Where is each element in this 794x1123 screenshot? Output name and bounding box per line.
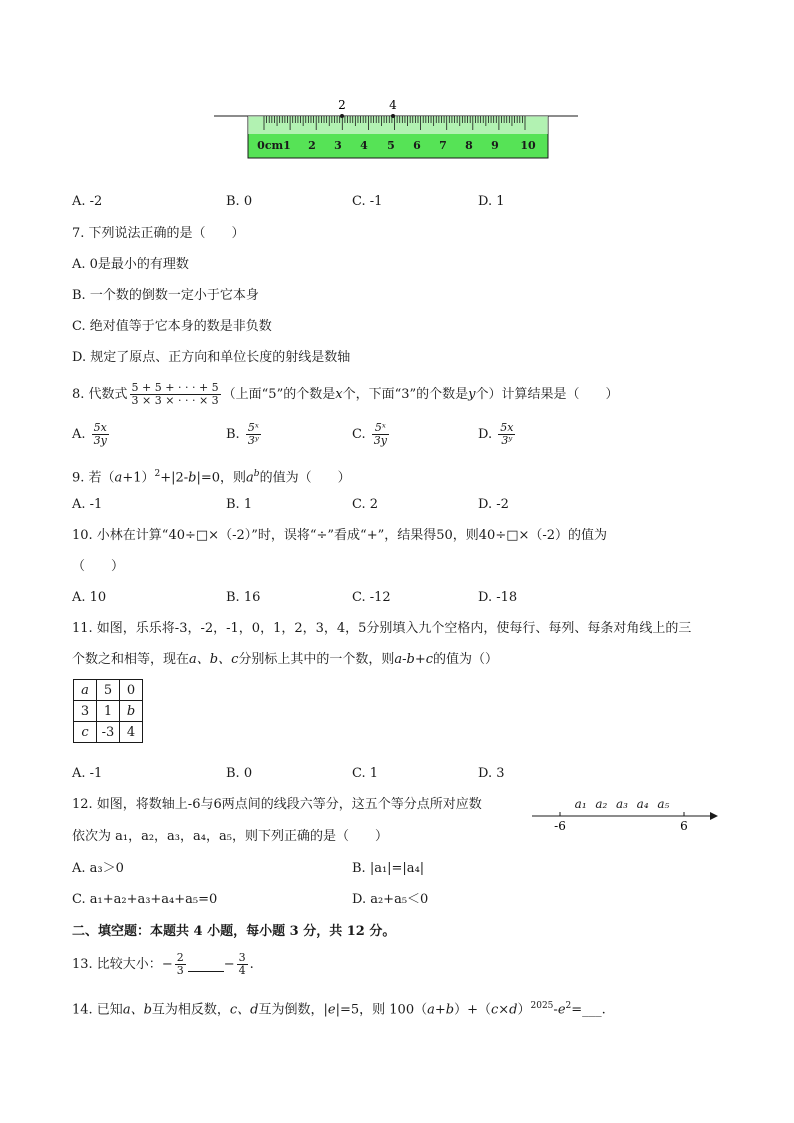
q11-text-e: 的值为（）	[433, 652, 499, 667]
q8-option-a-num: 5x	[92, 422, 109, 435]
ruler-label: 4	[360, 139, 368, 152]
magic-square-row	[74, 680, 143, 701]
q9-var-a2: a	[246, 470, 254, 486]
axis-point-label: a₁	[574, 797, 587, 811]
ruler-label: 0cm1	[257, 139, 291, 152]
q14-var-e: e	[327, 1002, 336, 1018]
q8-var-y: y	[468, 387, 476, 402]
q10-option-a[interactable]: A. 10	[72, 590, 107, 605]
ruler-label: 3	[334, 139, 342, 152]
magic-cell: -3	[97, 722, 120, 743]
q13-frac1-num: 2	[176, 951, 184, 964]
ruler-label: 9	[491, 139, 499, 152]
q11-option-b[interactable]: B. 0	[226, 766, 253, 781]
q13-blank[interactable]	[188, 957, 224, 972]
q9-text-b: +1）	[122, 470, 155, 486]
q11-text-a: 个数之和相等，现在	[72, 652, 190, 667]
q6-option-c[interactable]: C. -1	[352, 194, 383, 209]
q9-text-a: 9. 若（	[72, 470, 115, 486]
q12-option-c[interactable]: C. a₁+a₂+a₃+a₄+a₅=0	[72, 892, 218, 907]
q9-var-b: b	[188, 470, 197, 486]
q9-stem	[72, 465, 351, 487]
q9-option-c[interactable]: C. 2	[352, 497, 379, 512]
q8-option-d[interactable]	[478, 420, 517, 450]
magic-cell: 0	[120, 680, 143, 701]
q13-frac2-num: 3	[238, 951, 246, 964]
q14-stem	[72, 997, 606, 1019]
axis-point-label: a₅	[657, 797, 670, 811]
q8-stem	[72, 380, 619, 410]
q8-option-a[interactable]	[72, 420, 111, 450]
ruler-label: 8	[465, 139, 473, 152]
q14-vars-ab: a、b	[122, 1002, 152, 1018]
ruler-point-4	[391, 114, 395, 118]
axis-label-left: -6	[554, 819, 566, 833]
q12-option-a[interactable]: A. a₃＞0	[72, 861, 124, 876]
q8-option-d-letter: D.	[478, 427, 493, 442]
q14-var-e2: e	[557, 1002, 566, 1018]
q10-option-d[interactable]: D. -18	[478, 590, 518, 605]
ruler-label: 6	[413, 139, 421, 152]
q14-text-n[interactable]: =___.	[571, 1002, 606, 1018]
q8-option-c-letter: C.	[352, 427, 366, 442]
q10-option-b[interactable]: B. 16	[226, 590, 261, 605]
q10-stem-line2: （ ）	[72, 559, 125, 574]
magic-square	[73, 679, 143, 743]
magic-cell: 3	[74, 701, 97, 722]
magic-cell: 5	[97, 680, 120, 701]
q8-option-a-den: 3y	[93, 434, 107, 447]
q11-stem-line2	[72, 651, 498, 669]
q12-option-d[interactable]: D. a₂+a₅＜0	[352, 892, 429, 907]
q9-text-c: +|2-	[160, 470, 189, 486]
q8-fraction-den: 3 × 3 × · · · × 3	[131, 394, 219, 407]
ruler-figure	[210, 94, 582, 164]
q14-text-l: -	[553, 1002, 558, 1018]
magic-cell: a	[74, 680, 97, 701]
axis-point-label: a₂	[595, 797, 608, 811]
q8-option-d-num: 5x	[500, 421, 514, 434]
q14-text-k: ）	[517, 1002, 531, 1018]
ruler-point-2	[340, 114, 344, 118]
q13-frac2-den: 4	[238, 964, 246, 977]
q11-option-d[interactable]: D. 3	[478, 766, 505, 781]
q14-exp-2025: 2025	[530, 1001, 554, 1011]
q13-prefix: 13. 比较大小：	[72, 957, 162, 972]
q14-text-g: |=5，则 100（	[335, 1002, 428, 1018]
q11-text-c: 分别标上其中的一个数，则	[238, 652, 395, 667]
q7-option-a[interactable]: A. 0是最小的有理数	[72, 257, 189, 272]
q7-option-c[interactable]: C. 绝对值等于它本身的数是非负数	[72, 319, 272, 334]
q9-var-a: a	[114, 470, 123, 486]
q13-stem: 13. 比较大小：− $\frac{2}{3}$ − $\frac{3}{4}$ .	[72, 951, 254, 977]
q14-text-e: 互为倒数，|	[258, 1002, 328, 1018]
q8-option-d-den: 3ʸ	[501, 434, 513, 447]
q14-expr-ab: a+b	[427, 1002, 455, 1018]
ruler-label: 5	[387, 139, 395, 152]
ruler-label: 10	[520, 139, 536, 152]
magic-cell: c	[74, 722, 97, 743]
ruler-label: 2	[308, 139, 316, 152]
q9-option-a[interactable]: A. -1	[72, 497, 103, 512]
q6-option-b[interactable]: B. 0	[226, 194, 253, 209]
ruler-mark-4: 4	[389, 98, 397, 112]
axis-point-label: a₄	[636, 797, 649, 811]
q6-option-d[interactable]: D. 1	[478, 194, 505, 209]
q9-option-d[interactable]: D. -2	[478, 497, 509, 512]
number-line-arrow	[710, 812, 718, 820]
magic-square-row	[74, 701, 143, 722]
q7-stem: 7. 下列说法正确的是（ ）	[72, 226, 245, 241]
q8-var-x: x	[335, 387, 343, 402]
q8-fraction	[130, 382, 221, 407]
q14-text-a: 14. 已知	[72, 1002, 123, 1018]
q11-stem-line1: 11. 如图，乐乐将-3，-2，-1，0，1，2，3，4，5分别填入九个空格内，使每行、每列、每条对角线上的三	[72, 621, 692, 636]
q6-option-a[interactable]: A. -2	[72, 194, 103, 209]
q11-option-c[interactable]: C. 1	[352, 766, 379, 781]
q9-exp-2: 2	[154, 469, 161, 479]
magic-square-row	[74, 722, 143, 743]
q8-option-c-den: 3y	[373, 434, 387, 447]
q13-minus-1: −	[161, 957, 173, 972]
q8-option-a-letter: A.	[72, 427, 86, 442]
ruler-label: 7	[439, 139, 447, 152]
q8-option-b-num: 5ˣ	[246, 422, 261, 435]
q7-option-d[interactable]: D. 规定了原点、正方向和单位长度的射线是数轴	[72, 350, 351, 365]
q8-fraction-num: 5 + 5 + · · · + 5	[131, 381, 219, 394]
q9-option-b[interactable]: B. 1	[226, 497, 253, 512]
q9-text-e: 的值为（ ）	[259, 470, 351, 486]
magic-cell: 1	[97, 701, 120, 722]
q11-vars-abc: a、b、c	[189, 652, 239, 667]
q10-stem-line1: 10. 小林在计算“40÷□×（-2）”时，误将“÷”看成“+”，结果得50，则40÷□×（-2）的值为	[72, 528, 608, 543]
q9-text-d: |=0，则	[196, 470, 247, 486]
q8-text-c: 个）计算结果是（ ）	[475, 387, 619, 402]
section-heading: 二、填空题：本题共 4 小题，每小题 3 分，共 12 分。	[72, 924, 396, 939]
q11-option-a[interactable]: A. -1	[72, 766, 103, 781]
axis-label-right: 6	[680, 819, 688, 833]
q13-minus-2: −	[223, 957, 235, 972]
q8-option-b[interactable]	[226, 420, 263, 450]
q13-frac1-den: 3	[176, 964, 184, 977]
q10-option-c[interactable]: C. -12	[352, 590, 391, 605]
q11-expr: a-b+c	[394, 652, 434, 667]
axis-point-label: a₃	[616, 797, 628, 811]
q8-option-b-letter: B.	[226, 427, 240, 442]
ruler-mark-2: 2	[338, 98, 346, 112]
q14-vars-cd: c、d	[229, 1002, 259, 1018]
q8-option-c[interactable]	[352, 420, 391, 450]
q8-option-b-den: 3ʸ	[247, 434, 259, 447]
q8-option-c-num: 5ˣ	[372, 422, 389, 435]
q14-text-c: 互为相反数，	[151, 1002, 230, 1018]
q12-option-b[interactable]: B. |a₁|=|a₄|	[352, 861, 425, 876]
q12-stem-line1: 12. 如图，将数轴上-6与6两点间的线段六等分，这五个等分点所对应数	[72, 797, 482, 812]
q14-expr-cd: c×d	[490, 1002, 518, 1018]
q14-text-i: ）+（	[454, 1002, 491, 1018]
q8-text-a: （上面“5”的个数是	[222, 387, 336, 402]
magic-cell: 4	[120, 722, 143, 743]
magic-cell: b	[120, 701, 143, 722]
q9-exp-b: b	[253, 469, 260, 479]
q8-prefix: 8. 代数式	[72, 387, 128, 402]
q14-exp-2: 2	[565, 1001, 572, 1011]
q8-text-b: 个，下面“3”的个数是	[342, 387, 469, 402]
q7-option-b[interactable]: B. 一个数的倒数一定小于它本身	[72, 288, 259, 303]
q12-stem-line2: 依次为 a₁，a₂，a₃，a₄，a₅，则下列正确的是（ ）	[72, 829, 388, 844]
number-line-figure	[526, 794, 726, 836]
